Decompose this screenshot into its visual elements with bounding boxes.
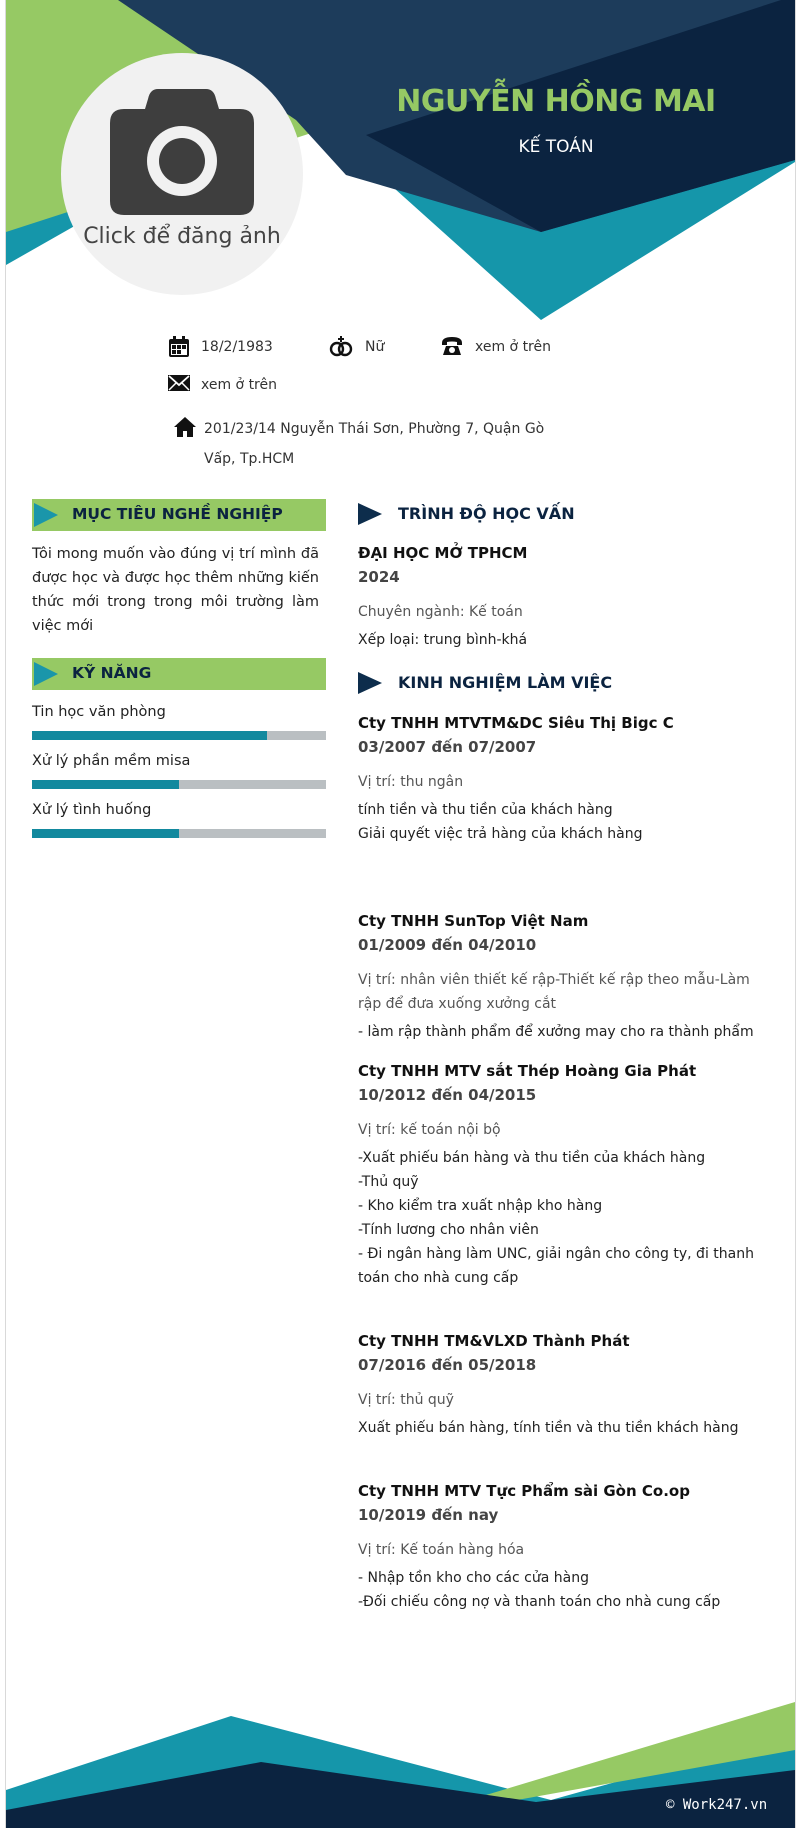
watermark: © Work247.vn <box>666 1797 768 1813</box>
experience-entry <box>358 711 758 846</box>
skill-bar-track <box>32 829 326 838</box>
gender-icon <box>329 336 353 358</box>
skill-item <box>32 753 326 793</box>
job-period: 10/2012 đến 04/2015 <box>358 1086 537 1104</box>
education-heading-bar <box>358 501 758 529</box>
job-title: KẾ TOÁN <box>518 137 594 157</box>
experience-entry <box>358 1479 758 1614</box>
skill-item <box>32 802 326 842</box>
graduation-year: 2024 <box>358 568 400 586</box>
experience-entry <box>358 1059 758 1290</box>
school-name: ĐẠI HỌC MỞ TPHCM <box>358 544 528 562</box>
skill-name: Xử lý tình huống <box>32 802 152 818</box>
grade: Xếp loại: trung bình-khá <box>358 632 528 648</box>
job-duty: -Thủ quỹ <box>358 1174 419 1190</box>
job-duties <box>358 798 758 846</box>
job-period: 01/2009 đến 04/2010 <box>358 936 537 954</box>
company-name: Cty TNHH MTV sắt Thép Hoàng Gia Phát <box>358 1062 697 1080</box>
birthday-value: 18/2/1983 <box>201 339 273 355</box>
education-heading: TRÌNH ĐỘ HỌC VẤN <box>398 504 575 523</box>
job-duty: Giải quyết việc trả hàng của khách hàng <box>358 826 643 842</box>
job-duty: tính tiền và thu tiền của khách hàng <box>358 802 613 818</box>
heading-arrow-icon <box>358 672 382 694</box>
photo-upload-label: Click để đăng ảnh <box>83 224 281 249</box>
job-duty: - làm rập thành phẩm để xưởng may cho ra thành phẩm <box>358 1024 754 1040</box>
job-position: Vị trí: thủ quỹ <box>358 1392 454 1408</box>
objective-heading-bar <box>32 499 326 531</box>
skills-heading: KỸ NĂNG <box>72 664 152 682</box>
job-duty: -Đối chiếu công nợ và thanh toán cho nhà cung cấp <box>358 1594 721 1610</box>
education-entry <box>358 541 758 652</box>
skill-bar-track <box>32 731 326 740</box>
skill-bar-fill <box>32 780 179 789</box>
job-duties <box>358 1416 758 1440</box>
experience-entry <box>358 909 758 1044</box>
heading-arrow-icon <box>34 503 58 527</box>
skill-bar-fill <box>32 731 267 740</box>
photo-upload[interactable] <box>61 53 303 295</box>
job-duties <box>358 1020 758 1044</box>
job-duties <box>358 1566 758 1614</box>
cv-page <box>5 0 796 1828</box>
address-value: 201/23/14 Nguyễn Thái Sơn, Phường 7, Quận Gò Vấp, Tp.HCM <box>204 421 545 467</box>
company-name: Cty TNHH MTV Tực Phẩm sài Gòn Co.op <box>358 1482 690 1500</box>
home-icon <box>174 417 196 437</box>
phone-icon <box>441 336 463 356</box>
skills-heading-bar <box>32 658 326 690</box>
job-duty: - Đi ngân hàng làm UNC, giải ngân cho công ty, đi thanh toán cho nhà cung cấp <box>358 1246 754 1286</box>
experience-heading: KINH NGHIỆM LÀM VIỆC <box>398 673 613 692</box>
job-duty: -Tính lương cho nhân viên <box>358 1222 539 1238</box>
objective-heading: MỤC TIÊU NGHỀ NGHIỆP <box>72 505 283 523</box>
skill-name: Tin học văn phòng <box>32 704 166 720</box>
candidate-name: NGUYỄN HỒNG MAI <box>396 84 716 119</box>
email-icon <box>168 374 190 392</box>
experience-heading-bar <box>358 670 758 698</box>
calendar-icon <box>168 336 190 358</box>
gender-value: Nữ <box>365 339 385 355</box>
skill-item <box>32 704 326 744</box>
experience-entry <box>358 1329 758 1440</box>
skill-name: Xử lý phần mềm misa <box>32 753 191 769</box>
job-period: 10/2019 đến nay <box>358 1506 499 1524</box>
company-name: Cty TNHH MTVTM&DC Siêu Thị Bigc C <box>358 714 674 732</box>
skill-bar-fill <box>32 829 179 838</box>
job-position: Vị trí: kế toán nội bộ <box>358 1122 501 1138</box>
job-position: Vị trí: thu ngân <box>358 774 464 790</box>
job-duty: Xuất phiếu bán hàng, tính tiền và thu tiền khách hàng <box>358 1420 739 1436</box>
phone-value: xem ở trên <box>475 339 551 355</box>
job-position: Vị trí: Kế toán hàng hóa <box>358 1542 525 1558</box>
job-period: 03/2007 đến 07/2007 <box>358 738 537 756</box>
skill-bar-track <box>32 780 326 789</box>
heading-arrow-icon <box>358 503 382 525</box>
job-position: Vị trí: nhân viên thiết kế rập-Thiết kế rập theo mẫu-Làm rập để đưa xuống xưởng cắt <box>358 972 750 1012</box>
job-duties <box>358 1146 758 1290</box>
job-duty: -Xuất phiếu bán hàng và thu tiền của khách hàng <box>358 1150 706 1166</box>
major: Chuyên ngành: Kế toán <box>358 604 523 620</box>
objective-text: Tôi mong muốn vào đúng vị trí mình đã được học và được học thêm những kiến thức mới trong trong môi trường làm việc mới <box>32 546 319 634</box>
camera-icon <box>110 89 254 215</box>
email-value: xem ở trên <box>201 377 277 393</box>
heading-arrow-icon <box>34 662 58 686</box>
job-period: 07/2016 đến 05/2018 <box>358 1356 537 1374</box>
job-duty: - Nhập tồn kho cho các cửa hàng <box>358 1570 589 1586</box>
company-name: Cty TNHH SunTop Việt Nam <box>358 912 589 930</box>
company-name: Cty TNHH TM&VLXD Thành Phát <box>358 1332 630 1350</box>
job-duty: - Kho kiểm tra xuất nhập kho hàng <box>358 1198 603 1214</box>
